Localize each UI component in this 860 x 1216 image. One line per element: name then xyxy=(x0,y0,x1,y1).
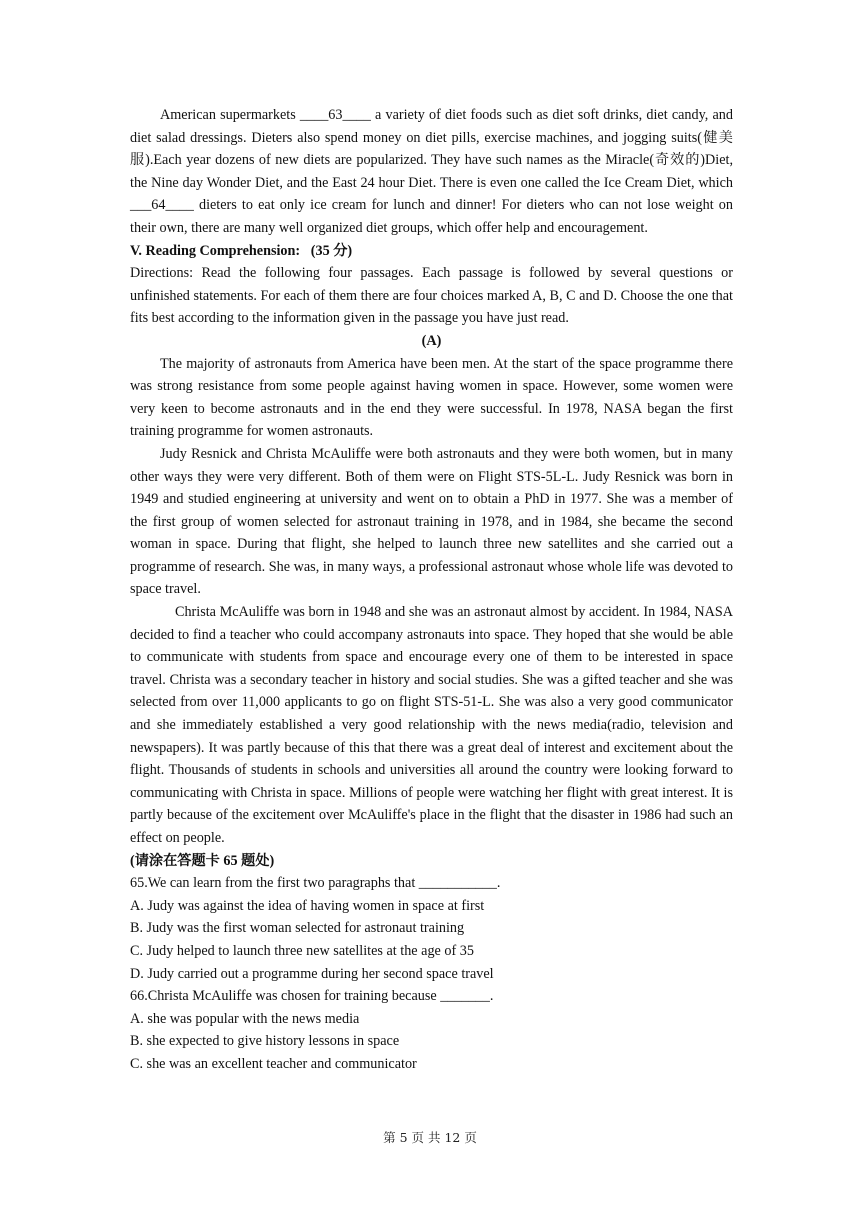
passage-paragraph-3: Christa McAuliffe was born in 1948 and she was an astronaut almost by accident. In 1984, NASA decided to find a teacher who could accompany astronauts into space. They hoped that she would be able to communicate with students from space and encourage every one of them to be interested in space travel. Christa was a secondary teacher in history and social studies. She was a gifted teacher and she was selected from over 11,000 applicants to go on flight STS-51-L. She was also a very good communicator and she immediately established a very good relationship with the news media(radio, television and newspapers). It was partly because of this that there was a great deal of interest and excitement about the flight. Thousands of students in schools and universities all around the country were looking forward to communicating with Christa in space. Millions of people were watching her flight with great interest. It is partly because of the excitement over McAuliffe's place in the flight that the disaster in 1986 had such an effect on people. xyxy=(130,604,733,846)
question-65-option-a: A. Judy was against the idea of having women in space at first xyxy=(130,897,485,914)
question-66-stem: 66.Christa McAuliffe was chosen for training because _______. xyxy=(130,988,494,1005)
passage-label: (A) xyxy=(421,332,442,349)
answer-sheet-note: (请涂在答题卡 65 题处) xyxy=(130,852,275,869)
question-66-option-b: B. she expected to give history lessons in space xyxy=(130,1033,400,1050)
section-directions: Directions: Read the following four passages. Each passage is followed by several questions or unfinished statements. For each of them there are four choices marked A, B, C and D. Choose the one that fits best according to the information given in the passage you have just read. xyxy=(130,265,733,327)
document-page xyxy=(130,104,733,1076)
passage-paragraph-2: Judy Resnick and Christa McAuliffe were both astronauts and they were both women, but in many other ways they were very different. Both of them were on Flight STS-5L-L. Judy Resnick was born in 1949 and studied engineering at university and went on to obtain a PhD in 1977. She was a member of the first group of women selected for astronaut training in 1978, and in 1984, she became the second woman in space. During that flight, she helped to launch three new satellites and she carried out a programme of research. She was, in many ways, a professional astronaut whose whole life was devoted to space travel. xyxy=(130,445,733,598)
question-66-option-a: A. she was popular with the news media xyxy=(130,1010,360,1027)
page-footer: 第 5 页 共 12 页 xyxy=(383,1130,477,1145)
section-heading: V. Reading Comprehension: (35 分) xyxy=(130,242,353,259)
question-66-option-c: C. she was an excellent teacher and communicator xyxy=(130,1055,417,1072)
intro-paragraph: American supermarkets ____63____ a variety of diet foods such as diet soft drinks, diet candy, and diet salad dressings. Dieters also spend money on diet pills, exercise machines, and jogging suits(健美服).Each year dozens of new diets are popularized. They have such names as the Miracle(奇效的)Diet, the Nine day Wonder Diet, and the East 24 hour Diet. There is even one called the Ice Cream Diet, which ___64____ dieters to eat only ice cream for lunch and dinner! For dieters who can not lose weight on their own, there are many well organized diet groups, which offer help and encouragement. xyxy=(130,107,733,236)
question-65-option-b: B. Judy was the first woman selected for astronaut training xyxy=(130,920,465,937)
question-65-option-d: D. Judy carried out a programme during her second space travel xyxy=(130,965,494,982)
question-65-stem: 65.We can learn from the first two paragraphs that ___________. xyxy=(130,875,501,892)
passage-paragraph-1: The majority of astronauts from America have been men. At the start of the space programme there was strong resistance from some people against having women in space. However, some women were very keen to become astronauts and in the end they were successful. In 1978, NASA began the first training programme for women astronauts. xyxy=(130,355,733,440)
question-65-option-c: C. Judy helped to launch three new satellites at the age of 35 xyxy=(130,942,474,959)
